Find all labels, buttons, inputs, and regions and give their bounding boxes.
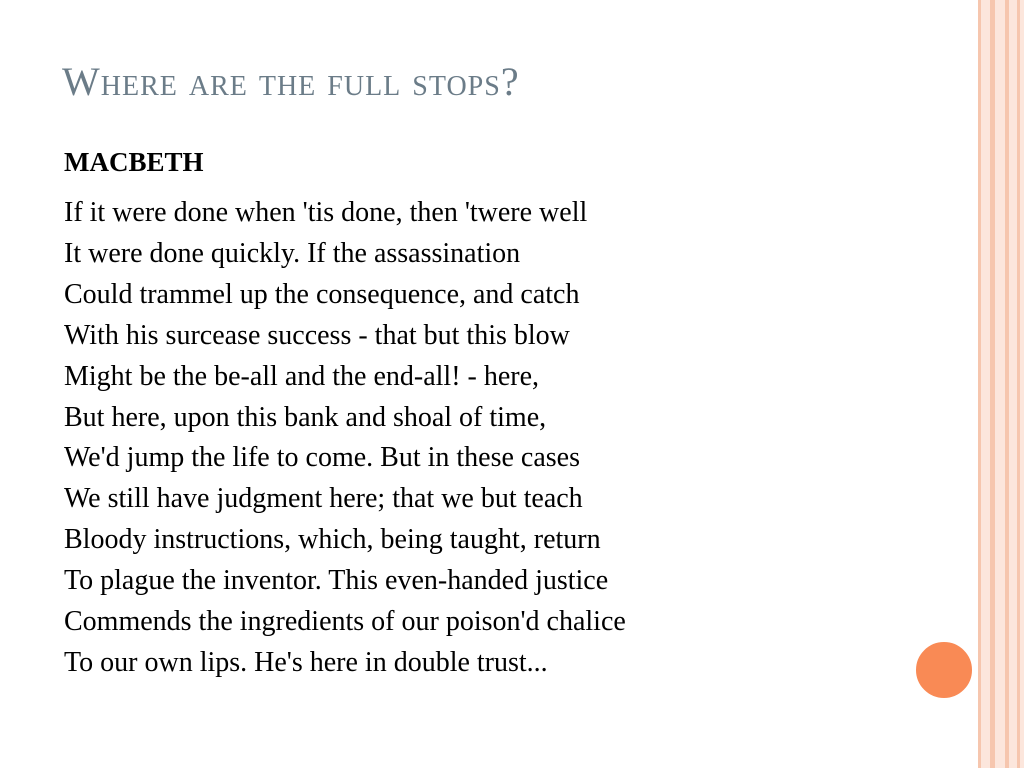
verse-line: It were done quickly. If the assassination: [64, 237, 521, 269]
decorative-stripe: [990, 0, 995, 768]
verse-line: Might be the be-all and the end-all! - here,: [64, 360, 540, 392]
verse-line: We'd jump the life to come. But in these cases: [64, 442, 580, 474]
decorative-stripe: [1017, 0, 1020, 768]
verse-line: To our own lips. He's here in double trust...: [64, 646, 548, 678]
verse-line: Commends the ingredients of our poison'd chalice: [64, 606, 626, 638]
slide-title: Where are the full stops?: [62, 59, 520, 104]
decorative-stripe: [978, 0, 981, 768]
decorative-circle: [913, 639, 975, 701]
verse-line: With his surcease success - that but this blow: [64, 319, 570, 351]
verse-line: To plague the inventor. This even-handed justice: [64, 565, 609, 597]
speaker-name: MACBETH: [64, 147, 204, 177]
verse-line: If it were done when 'tis done, then 'twere well: [64, 197, 588, 228]
decorative-stripe: [1005, 0, 1009, 768]
verse-line: But here, upon this bank and shoal of time,: [64, 401, 547, 433]
verse-line: We still have judgment here; that we but teach: [64, 483, 583, 515]
verse-line: Bloody instructions, which, being taught, return: [64, 524, 601, 556]
verse-line: Could trammel up the consequence, and catch: [64, 278, 580, 310]
verse-lines: [64, 193, 626, 684]
